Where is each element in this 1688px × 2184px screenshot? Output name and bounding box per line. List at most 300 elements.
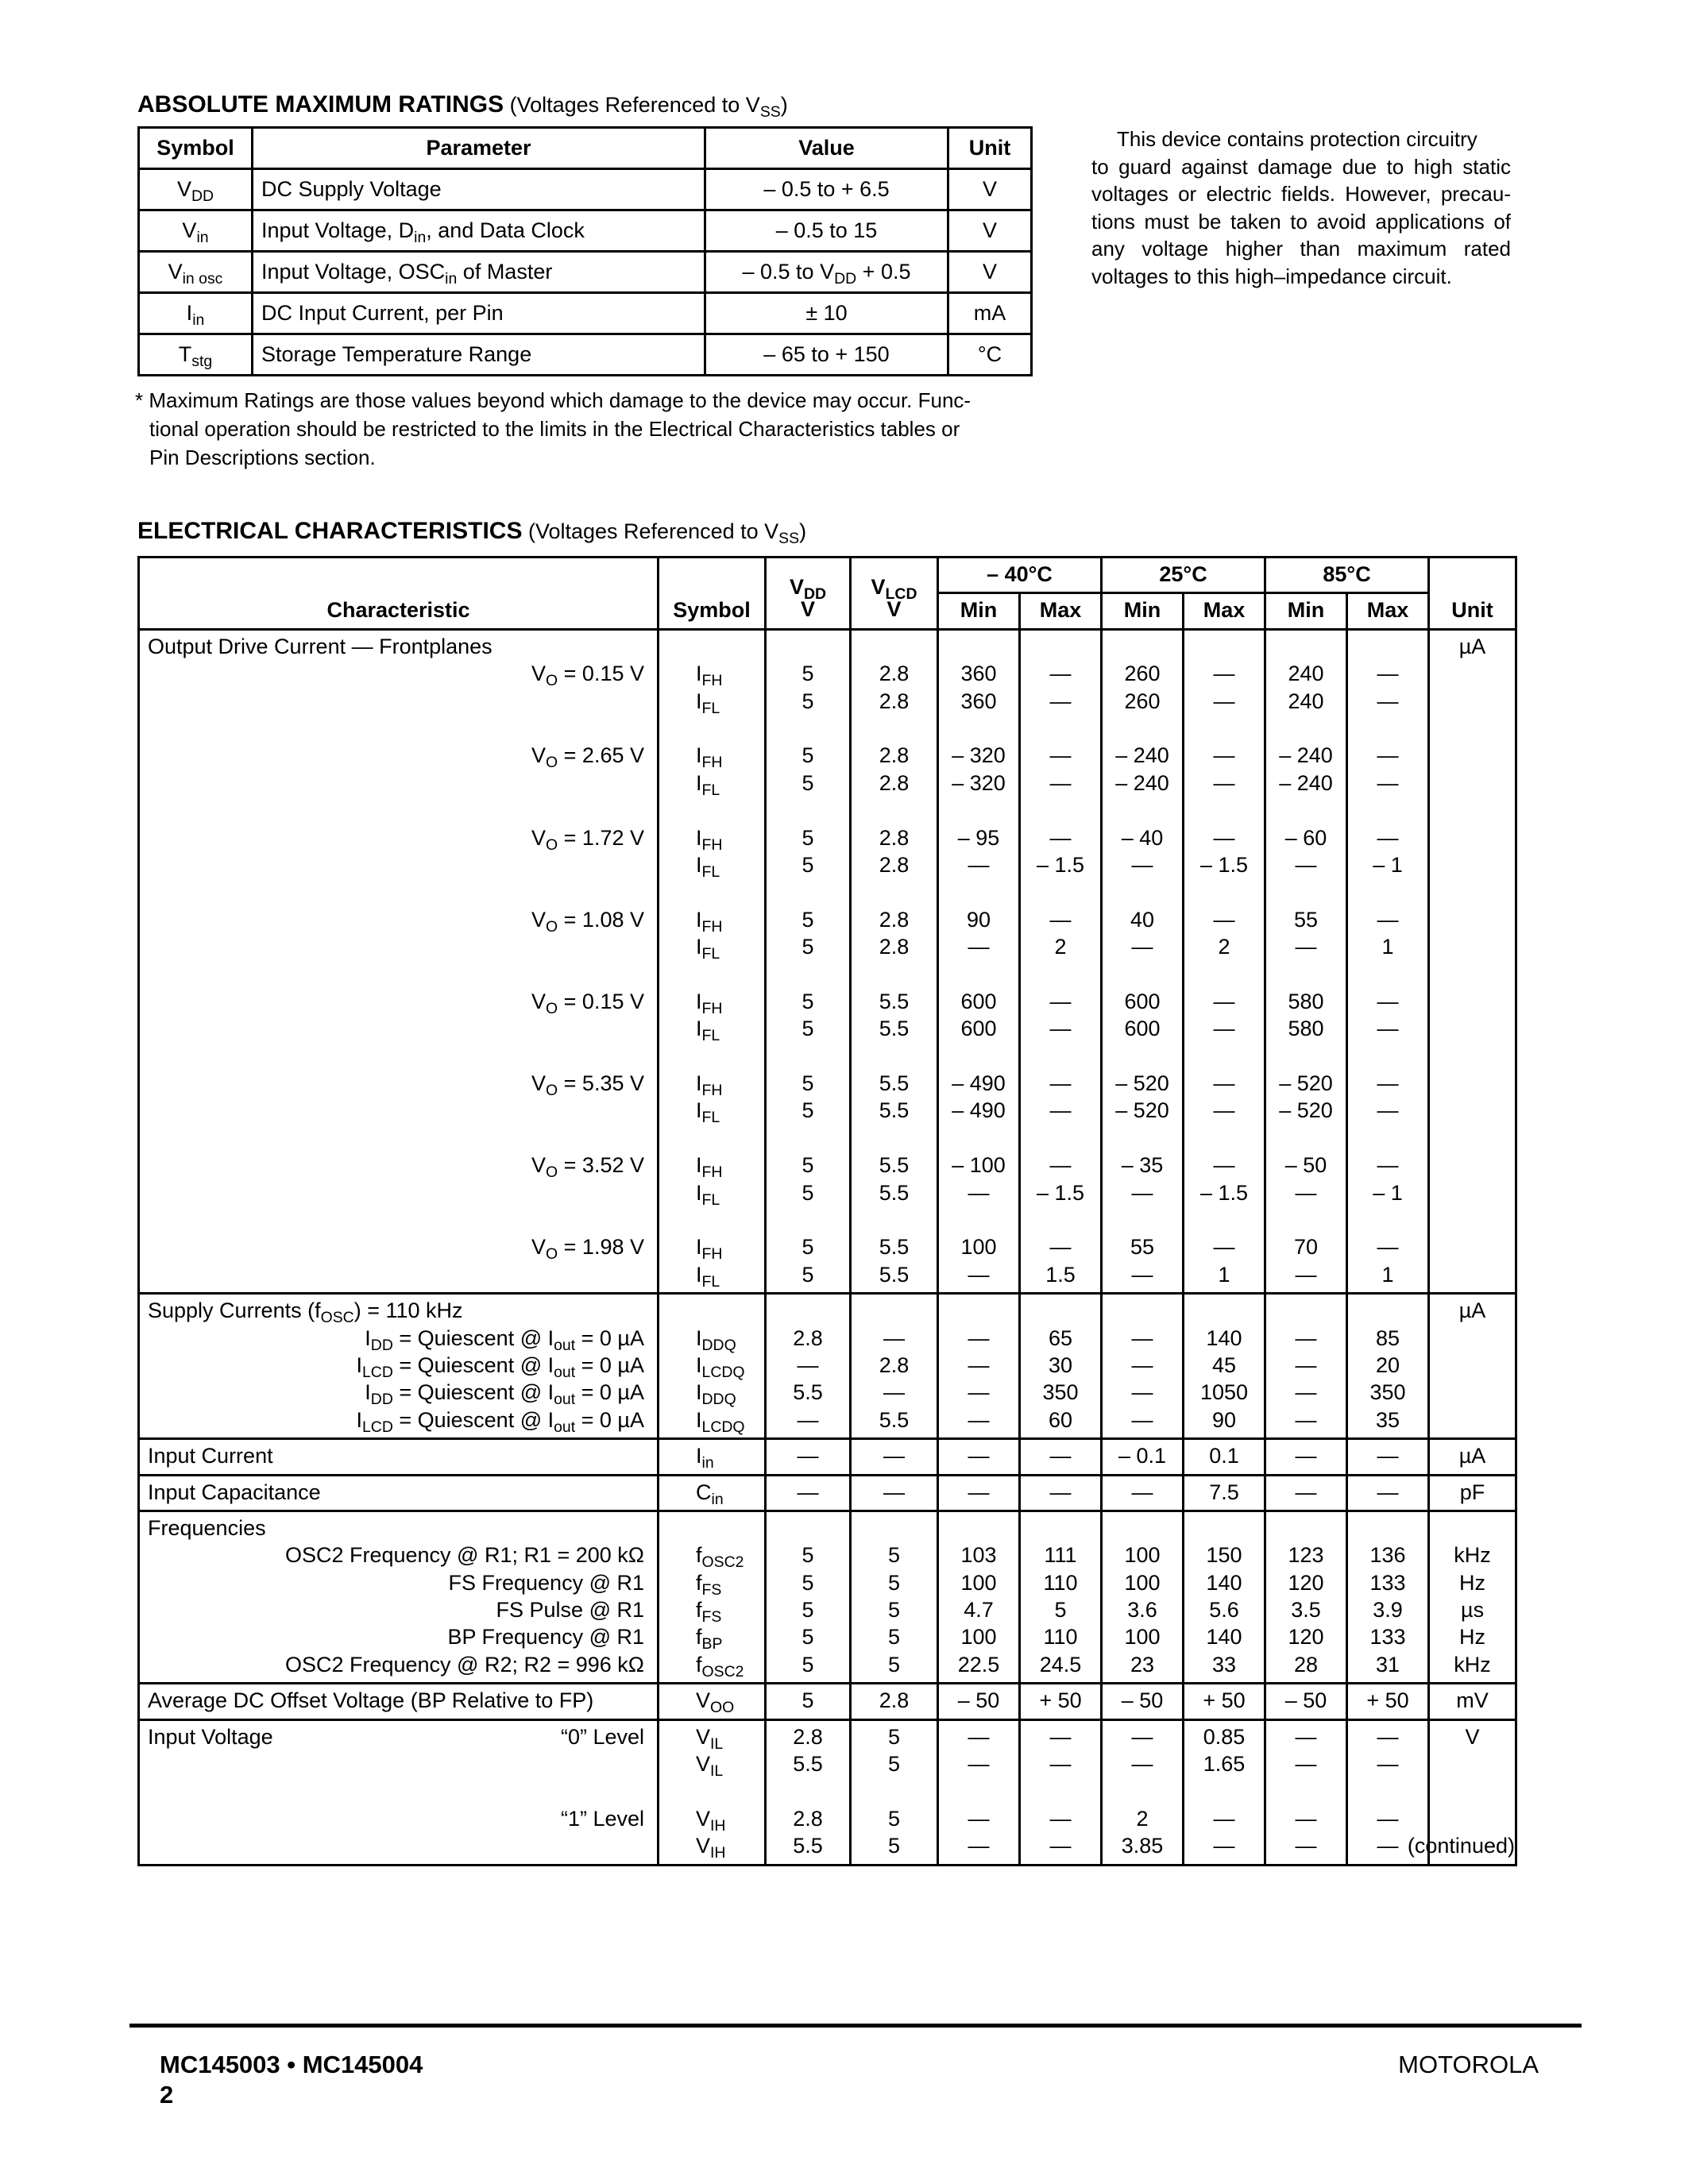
drive-value: — xyxy=(1377,770,1399,795)
amr-parameter-sub: in xyxy=(445,269,458,287)
drive-condition: = 3.52 V xyxy=(563,1153,644,1178)
amr-title: ABSOLUTE MAXIMUM RATINGS (Voltages Referenced to $V_{SS}$) xyxy=(137,91,788,121)
frequency-label: FS Pulse @ R1 xyxy=(496,1598,644,1623)
drive-value: — xyxy=(1295,1180,1317,1205)
amr-symbol: V xyxy=(176,176,191,201)
amr-value-cell xyxy=(705,334,948,376)
input-voltage-symbol-sub: IL xyxy=(710,1761,724,1780)
ec-row-dc-offset-vdd: 5 xyxy=(802,1688,814,1713)
supply-value: 90 xyxy=(1212,1407,1237,1432)
ec-value-cell xyxy=(1184,1294,1265,1439)
amr-unit: V xyxy=(982,259,997,284)
amr-value: – 65 to + 150 xyxy=(763,341,890,366)
supply-value: — xyxy=(1131,1407,1153,1432)
supply-symbol-sub: LCDQ xyxy=(701,1418,745,1436)
drive-value: 360 xyxy=(960,662,997,686)
drive-vlcd: 5.5 xyxy=(879,1098,910,1123)
supply-vdd: — xyxy=(797,1407,819,1432)
supply-title: Supply Currents (f xyxy=(148,1298,321,1323)
ec-row-input-current-label: Input Current xyxy=(148,1444,273,1468)
input-voltage-vdd: 2.8 xyxy=(793,1724,823,1749)
frequency-label: OSC2 Frequency @ R2; R2 = 996 kΩ xyxy=(284,1652,644,1677)
ec-value-cell xyxy=(1347,1684,1429,1719)
drive-value: — xyxy=(1213,1235,1235,1260)
amr-symbol-cell xyxy=(139,293,253,334)
drive-value: — xyxy=(1049,1071,1072,1096)
ec-row-input-current-symbol-sub: in xyxy=(701,1453,714,1472)
ec-value-cell xyxy=(1102,629,1184,1293)
supply-cond-sub: DD xyxy=(370,1391,393,1409)
amr-header-row xyxy=(139,128,1032,169)
frequency-vdd: 5 xyxy=(802,1543,814,1568)
ec-value-cell xyxy=(1347,1511,1429,1683)
ec-row-dc-offset-vlcd: 2.8 xyxy=(879,1688,910,1713)
amr-symbol: I xyxy=(186,300,193,325)
ec-row-input-current-value: – 0.1 xyxy=(1118,1444,1167,1468)
ec-value-cell xyxy=(938,1684,1020,1719)
ec-header-row-1 xyxy=(139,558,1516,593)
supply-value: — xyxy=(1295,1407,1317,1432)
supply-symbol: I xyxy=(696,1352,702,1377)
amr-unit-cell xyxy=(948,293,1032,334)
drive-value: — xyxy=(1377,1153,1399,1178)
ec-value-cell xyxy=(938,1294,1020,1439)
drive-value: — xyxy=(1131,935,1153,959)
ec-row-dc-offset-value: – 50 xyxy=(1121,1688,1164,1713)
drive-vlcd: 2.8 xyxy=(879,662,910,686)
drive-vlcd: 2.8 xyxy=(879,743,910,768)
amr-value: ± 10 xyxy=(805,300,848,325)
ec-header-min: Min xyxy=(1102,593,1184,629)
input-voltage-symbol: V xyxy=(696,1724,711,1749)
input-voltage-vlcd: 5 xyxy=(887,1834,901,1858)
output-drive-title: Output Drive Current — Frontplanes xyxy=(148,634,492,658)
supply-value: — xyxy=(1131,1380,1153,1405)
supply-cond-mid: = Quiescent @ I xyxy=(392,1407,554,1432)
ec-row-input-capacitance-unit: pF xyxy=(1459,1480,1485,1504)
ec-symbol-cell xyxy=(659,1684,766,1719)
drive-value: – 1.5 xyxy=(1199,852,1249,877)
ec-row-frequencies xyxy=(139,1511,1516,1683)
ec-row-input-capacitance-value: — xyxy=(1377,1480,1399,1504)
ec-row-input-capacitance-value: — xyxy=(1295,1480,1317,1504)
ec-header-vdd: $V_{DD}$ V xyxy=(766,558,851,630)
ec-value-cell xyxy=(1102,1439,1184,1475)
frequency-vdd: 5 xyxy=(802,1625,814,1650)
drive-value: — xyxy=(1213,1017,1235,1041)
supply-cond-sub: LCD xyxy=(361,1363,393,1381)
drive-value: — xyxy=(1377,662,1399,686)
frequency-value: 110 xyxy=(1043,1570,1078,1595)
ec-row-dc-offset-symbol: V xyxy=(696,1688,711,1713)
drive-value: 240 xyxy=(1288,689,1324,713)
frequency-symbol-sub: OSC2 xyxy=(701,1553,744,1572)
supply-value: 85 xyxy=(1376,1325,1400,1350)
supply-symbol-sub: DDQ xyxy=(701,1336,736,1354)
drive-value: – 1 xyxy=(1373,1180,1403,1205)
supply-vdd: 2.8 xyxy=(793,1325,823,1350)
supply-value: — xyxy=(968,1325,990,1350)
amr-header-parameter: Parameter xyxy=(253,128,705,169)
drive-condition: = 5.35 V xyxy=(563,1071,644,1096)
drive-value: – 520 xyxy=(1115,1071,1169,1096)
amr-parameter-tail: , and Data Clock xyxy=(426,218,585,242)
drive-value: — xyxy=(1049,770,1072,795)
input-voltage-vlcd: 5 xyxy=(887,1752,901,1777)
amr-row xyxy=(139,210,1032,252)
ec-row-supply-currents xyxy=(139,1294,1516,1439)
supply-vlcd: 2.8 xyxy=(879,1352,910,1377)
amr-value-tail: + 0.5 xyxy=(856,259,911,284)
drive-value: — xyxy=(1049,907,1072,932)
frequency-value: 100 xyxy=(960,1625,997,1650)
drive-value: — xyxy=(1213,1071,1235,1096)
supply-value: 60 xyxy=(1048,1407,1073,1432)
supply-vlcd: — xyxy=(883,1325,905,1350)
continued-note: (continued) xyxy=(1407,1834,1515,1858)
frequency-label: FS Frequency @ R1 xyxy=(448,1570,644,1595)
amr-value: – 0.5 to V xyxy=(742,259,835,284)
ec-row-input-current-value: 0.1 xyxy=(1209,1444,1239,1468)
frequency-unit: kHz xyxy=(1454,1652,1491,1677)
drive-value: – 520 xyxy=(1115,1098,1169,1123)
amr-parameter-cell xyxy=(253,210,705,252)
drive-value: 1 xyxy=(1381,1262,1394,1287)
input-voltage-symbol: V xyxy=(696,1834,711,1858)
amr-unit-cell xyxy=(948,252,1032,293)
frequency-value: 123 xyxy=(1288,1543,1324,1568)
frequencies-title: Frequencies xyxy=(148,1515,266,1540)
amr-row xyxy=(139,252,1032,293)
ec-value-cell xyxy=(1184,1439,1265,1475)
amr-row xyxy=(139,293,1032,334)
frequency-symbol: f xyxy=(696,1652,702,1677)
drive-value: 600 xyxy=(960,989,997,1013)
drive-vlcd: 5.5 xyxy=(879,1262,910,1287)
drive-value: 260 xyxy=(1124,689,1161,713)
supply-value: — xyxy=(968,1380,990,1405)
amr-unit-cell xyxy=(948,210,1032,252)
drive-value: — xyxy=(1377,907,1399,932)
drive-value: – 240 xyxy=(1279,743,1333,768)
drive-value: 2 xyxy=(1218,935,1230,959)
supply-symbol: I xyxy=(696,1407,702,1432)
input-voltage-value: — xyxy=(1131,1752,1153,1777)
drive-value: — xyxy=(968,852,990,877)
ec-row-dc-offset-unit: mV xyxy=(1456,1688,1489,1713)
ec-value-cell xyxy=(1184,629,1265,1293)
frequency-value: 100 xyxy=(1124,1543,1161,1568)
ec-header-min: Min xyxy=(938,593,1020,629)
drive-value: — xyxy=(1131,1180,1153,1205)
drive-condition: = 2.65 V xyxy=(563,743,644,768)
supply-value: 30 xyxy=(1048,1352,1073,1377)
frequency-vdd: 5 xyxy=(802,1652,814,1677)
drive-value: — xyxy=(1131,852,1153,877)
ec-value-cell xyxy=(1184,1475,1265,1511)
ec-value-cell xyxy=(938,1511,1020,1683)
drive-value: 600 xyxy=(1124,989,1161,1013)
supply-value: — xyxy=(968,1407,990,1432)
footer-brand: MOTOROLA xyxy=(1398,2051,1539,2078)
supply-cond-end: = 0 µA xyxy=(575,1352,644,1377)
input-voltage-symbol: V xyxy=(696,1806,711,1831)
supply-value: — xyxy=(1295,1380,1317,1405)
drive-value: – 1 xyxy=(1373,852,1403,877)
ec-row-input-voltage xyxy=(139,1719,1516,1865)
footer-rule xyxy=(129,2024,1582,2028)
ec-value-cell xyxy=(1102,1719,1184,1865)
ec-title: ELECTRICAL CHARACTERISTICS (Voltages Referenced to $V_{SS}$) xyxy=(137,518,807,547)
amr-unit-cell xyxy=(948,334,1032,376)
drive-value: — xyxy=(1213,689,1235,713)
ec-value-cell xyxy=(1184,1684,1265,1719)
drive-vlcd: 5.5 xyxy=(879,1153,910,1178)
amr-parameter-cell xyxy=(253,293,705,334)
supply-cond: I xyxy=(365,1325,371,1350)
drive-value: – 1.5 xyxy=(1199,1180,1249,1205)
amr-symbol-sub: in xyxy=(192,311,205,329)
supply-vdd: — xyxy=(797,1352,819,1377)
drive-value: – 490 xyxy=(952,1071,1006,1096)
ec-value-cell xyxy=(1265,1294,1347,1439)
drive-vlcd: 2.8 xyxy=(879,935,910,959)
input-voltage-value: — xyxy=(1295,1806,1317,1831)
amr-value-cell xyxy=(705,293,948,334)
ec-vlcd-cell xyxy=(851,629,938,1293)
frequency-vlcd: 5 xyxy=(887,1543,901,1568)
input-voltage-value: — xyxy=(968,1834,990,1858)
drive-value: – 1.5 xyxy=(1036,852,1085,877)
amr-parameter-cell xyxy=(253,169,705,210)
amr-symbol: V xyxy=(182,218,197,242)
frequency-symbol-sub: OSC2 xyxy=(701,1662,744,1680)
frequency-value: 100 xyxy=(960,1570,997,1595)
amr-parameter-sub: in xyxy=(414,228,427,246)
frequency-value: 22.5 xyxy=(957,1652,1000,1677)
frequency-value: 3.5 xyxy=(1291,1598,1321,1623)
ec-header-max: Max xyxy=(1184,593,1265,629)
frequency-value: 3.9 xyxy=(1373,1598,1403,1623)
supply-unit: µA xyxy=(1458,1298,1486,1323)
drive-value: — xyxy=(1295,1262,1317,1287)
amr-parameter: Input Voltage, D xyxy=(261,218,415,242)
ec-row-input-current-unit: µA xyxy=(1458,1444,1486,1468)
supply-symbol: I xyxy=(696,1380,702,1405)
input-voltage-symbol-sub: IH xyxy=(710,1844,726,1862)
ec-row-input-current-value: — xyxy=(1377,1444,1399,1468)
drive-value: – 240 xyxy=(1115,743,1169,768)
amr-header-value: Value xyxy=(705,128,948,169)
amr-header-symbol: Symbol xyxy=(139,128,253,169)
ec-row-input-current xyxy=(139,1439,1516,1475)
ec-row-input-capacitance-symbol-sub: in xyxy=(711,1490,724,1508)
frequency-value: 3.6 xyxy=(1127,1598,1157,1623)
drive-value: – 490 xyxy=(952,1098,1006,1123)
input-voltage-vlcd: 5 xyxy=(887,1806,901,1831)
supply-symbol-sub: DDQ xyxy=(701,1391,736,1409)
ec-row-dc-offset-value: + 50 xyxy=(1366,1688,1409,1713)
frequency-value: 4.7 xyxy=(964,1598,994,1623)
input-voltage-unit: V xyxy=(1465,1724,1480,1749)
drive-value: 55 xyxy=(1130,1235,1155,1260)
ec-row-input-current-vlcd: — xyxy=(883,1444,905,1468)
ec-row-input-current-symbol: I xyxy=(696,1444,702,1468)
amr-table xyxy=(137,126,1033,376)
ec-characteristic-cell: Output Drive Current — Frontplanes $V_O = 0.15$ V $V_O = 2.65$ V $V_O = 1.72$ V $V_O = 1.08$ V $V_O = 0.15$ V $V_O = 5.35$ V $V_O = 3.52$ V $V_O = 1.98$ V xyxy=(139,629,659,1293)
frequency-value: 28 xyxy=(1294,1652,1319,1677)
drive-condition: = 1.08 V xyxy=(563,907,644,932)
ec-symbol-cell: $I_{FH}$ $I_{FL}$ $I_{FH}$ $I_{FL}$ $I_{FH}$ $I_{FL}$ $I_{FH}$ $I_{FL}$ $I_{FH}$ $I_{FL}$ $I_{FH}$ $I_{FL}$ $I_{FH}$ $I_{FL}$ $I_{FH}$ $I_{FL}$ xyxy=(659,629,766,1293)
frequency-value: 136 xyxy=(1369,1543,1406,1568)
ec-value-cell xyxy=(1347,1439,1429,1475)
amr-parameter: DC Input Current, per Pin xyxy=(261,300,504,325)
supply-cond-end: = 0 µA xyxy=(575,1380,644,1405)
drive-value: – 520 xyxy=(1279,1071,1333,1096)
frequency-unit: Hz xyxy=(1459,1570,1486,1595)
ec-row-dc-offset-value: – 50 xyxy=(957,1688,1000,1713)
ec-row-input-current-value: — xyxy=(968,1444,990,1468)
drive-vlcd: 2.8 xyxy=(879,852,910,877)
drive-value: 40 xyxy=(1130,907,1155,932)
amr-parameter: Storage Temperature Range xyxy=(261,341,532,366)
ec-value-cell xyxy=(1347,1294,1429,1439)
amr-unit: V xyxy=(982,176,997,201)
ec-row-dc-offset-value: + 50 xyxy=(1039,1688,1082,1713)
amr-unit: mA xyxy=(973,300,1006,325)
ec-vlcd-cell xyxy=(851,1294,938,1439)
drive-value: — xyxy=(1131,1262,1153,1287)
ec-vdd-cell xyxy=(766,1294,851,1439)
ec-row-dc-offset-value: + 50 xyxy=(1203,1688,1246,1713)
amr-symbol-sub: in osc xyxy=(182,269,223,287)
supply-vlcd: — xyxy=(883,1380,905,1405)
ec-header-temp-25: 25°C xyxy=(1102,558,1265,593)
ec-unit-cell xyxy=(1429,1439,1516,1475)
frequency-vlcd: 5 xyxy=(887,1652,901,1677)
frequency-value: 150 xyxy=(1206,1543,1242,1568)
amr-value-cell xyxy=(705,252,948,293)
drive-value: 1 xyxy=(1381,935,1394,959)
drive-value: — xyxy=(1213,907,1235,932)
ec-vdd-cell xyxy=(766,1719,851,1865)
ec-vdd-cell xyxy=(766,1511,851,1683)
amr-unit: V xyxy=(982,218,997,242)
ec-value-cell xyxy=(1020,1684,1102,1719)
ec-vlcd-cell xyxy=(851,1684,938,1719)
ec-row-input-capacitance-value: — xyxy=(1131,1480,1153,1504)
supply-cond-mid: = Quiescent @ I xyxy=(392,1325,554,1350)
frequency-unit: kHz xyxy=(1454,1543,1491,1568)
amr-symbol-sub: DD xyxy=(191,187,214,205)
ec-row-output-drive xyxy=(139,629,1516,1293)
drive-condition: = 1.98 V xyxy=(563,1235,644,1260)
ec-value-cell xyxy=(1020,1719,1102,1865)
amr-parameter: DC Supply Voltage xyxy=(261,176,442,201)
drive-value: 240 xyxy=(1288,662,1324,686)
supply-title-tail: ) = 110 kHz xyxy=(353,1298,463,1323)
ec-value-cell xyxy=(1020,1294,1102,1439)
ec-value-cell xyxy=(1102,1294,1184,1439)
ec-value-cell xyxy=(938,629,1020,1293)
drive-value: — xyxy=(1295,935,1317,959)
drive-value: — xyxy=(1049,689,1072,713)
ec-vdd-cell xyxy=(766,1475,851,1511)
supply-cond-sub: LCD xyxy=(361,1418,393,1436)
frequency-value: 24.5 xyxy=(1039,1652,1082,1677)
drive-value: 600 xyxy=(960,1017,997,1041)
input-voltage-value: — xyxy=(1295,1752,1317,1777)
frequency-value: 120 xyxy=(1288,1625,1324,1650)
drive-value: — xyxy=(1049,1017,1072,1041)
frequency-unit: Hz xyxy=(1459,1625,1486,1650)
supply-cond-mid-sub: out xyxy=(554,1391,576,1409)
drive-value: — xyxy=(1213,825,1235,850)
ec-row-input-capacitance-vdd: — xyxy=(797,1480,819,1504)
drive-value: 600 xyxy=(1124,1017,1161,1041)
drive-value: – 40 xyxy=(1121,825,1164,850)
ec-header-temp-85: 85°C xyxy=(1265,558,1429,593)
drive-value: — xyxy=(1377,989,1399,1013)
supply-cond-mid-sub: out xyxy=(554,1418,576,1436)
frequency-value: 110 xyxy=(1043,1625,1078,1650)
ec-symbol-cell xyxy=(659,1511,766,1683)
ec-value-cell xyxy=(1102,1511,1184,1683)
input-voltage-value: — xyxy=(1377,1834,1399,1858)
input-voltage-value: 2 xyxy=(1136,1806,1149,1831)
frequency-symbol-sub: FS xyxy=(701,1607,722,1626)
drive-value: – 100 xyxy=(952,1153,1006,1178)
drive-value: – 1.5 xyxy=(1036,1180,1085,1205)
ec-vdd-cell: 5 5 5 5 5 5 5 5 5 5 5 5 5 5 5 5 xyxy=(766,629,851,1293)
drive-value: 360 xyxy=(960,689,997,713)
input-voltage-value: 1.65 xyxy=(1203,1752,1246,1777)
drive-value: — xyxy=(1213,989,1235,1013)
supply-value: — xyxy=(1131,1325,1153,1350)
drive-value: — xyxy=(1049,1235,1072,1260)
drive-value: 2 xyxy=(1054,935,1067,959)
output-drive-unit: µA xyxy=(1458,634,1486,658)
frequency-value: 103 xyxy=(960,1543,997,1568)
ec-row-dc-offset-value: – 50 xyxy=(1284,1688,1327,1713)
amr-row xyxy=(139,334,1032,376)
ec-value-cell xyxy=(1020,629,1102,1293)
ec-characteristic-cell xyxy=(139,1511,659,1683)
input-voltage-value: — xyxy=(1295,1834,1317,1858)
supply-cond-end: = 0 µA xyxy=(575,1407,644,1432)
input-voltage-value: — xyxy=(1049,1752,1072,1777)
amr-value-cell xyxy=(705,210,948,252)
ec-value-cell xyxy=(1020,1511,1102,1683)
drive-value: — xyxy=(1377,689,1399,713)
amr-value-sub: DD xyxy=(834,269,857,287)
ec-row-input-current-value: — xyxy=(1049,1444,1072,1468)
amr-parameter-tail: of Master xyxy=(457,259,553,284)
ec-header-min: Min xyxy=(1265,593,1347,629)
amr-row xyxy=(139,169,1032,210)
frequency-vlcd: 5 xyxy=(887,1625,901,1650)
footer-page-number: 2 xyxy=(160,2081,174,2109)
supply-cond-mid: = Quiescent @ I xyxy=(392,1380,554,1405)
ec-header-max: Max xyxy=(1020,593,1102,629)
drive-value: — xyxy=(968,935,990,959)
ec-row-input-capacitance xyxy=(139,1475,1516,1511)
frequency-symbol-sub: BP xyxy=(701,1635,723,1653)
ec-unit-cell xyxy=(1429,629,1516,1293)
ec-characteristic-cell xyxy=(139,1719,659,1865)
supply-cond: I xyxy=(365,1380,371,1405)
drive-vlcd: 5.5 xyxy=(879,1180,910,1205)
